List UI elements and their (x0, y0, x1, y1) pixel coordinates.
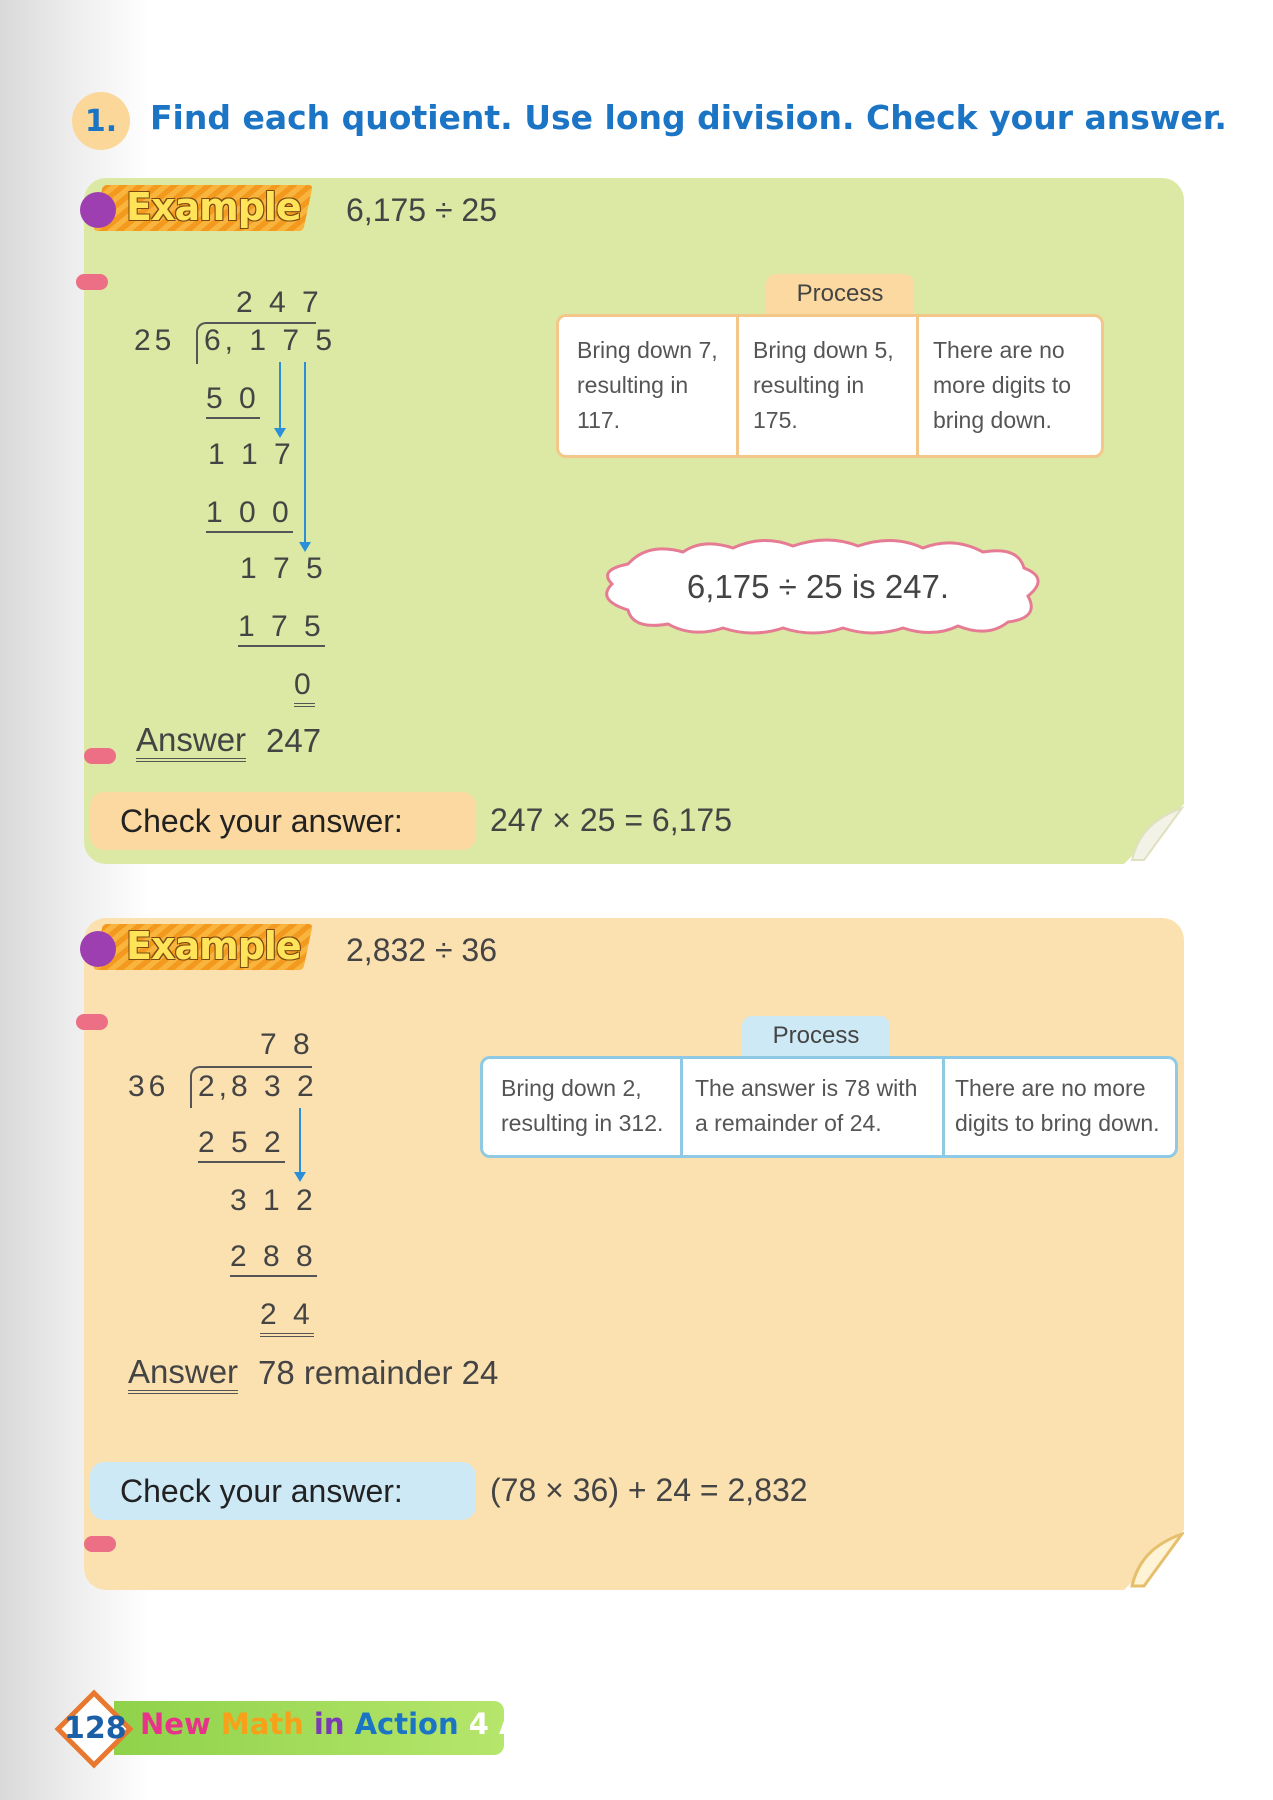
arrow-head-icon (274, 428, 286, 438)
book-title-word: Action (354, 1707, 459, 1741)
arrow-head-icon (294, 1172, 306, 1182)
question-number-badge: 1. (72, 92, 130, 150)
process-tab: Process (742, 1016, 890, 1056)
step-product: 1 0 0 (206, 496, 293, 533)
example-tag-dot (80, 931, 116, 967)
check-label: Check your answer: (90, 792, 476, 850)
book-title-word: Math (220, 1707, 304, 1741)
thought-cloud (588, 534, 1048, 638)
remainder: 0 (294, 668, 315, 707)
step-product: 2 8 8 (230, 1240, 317, 1277)
answer-value: 78 remainder 24 (258, 1354, 499, 1391)
dividend: 6, 1 7 5 (204, 324, 337, 357)
bring-down-arrow (304, 362, 306, 546)
check-equation: (78 × 36) + 24 = 2,832 (490, 1472, 808, 1508)
process-tab: Process (766, 274, 914, 314)
process-table (480, 1056, 1178, 1158)
step-difference: 3 1 2 (230, 1184, 317, 1217)
arrow-head-icon (299, 542, 311, 552)
book-title-word: 4 A (468, 1707, 522, 1741)
bring-down-arrow (279, 362, 281, 432)
step-product: 1 7 5 (238, 610, 325, 647)
step-difference: 1 7 5 (240, 552, 327, 585)
example-1-tag (80, 183, 310, 233)
binder-tab (76, 1014, 108, 1030)
remainder: 2 4 (260, 1298, 314, 1337)
answer-label: Answer (128, 1354, 238, 1394)
example-1-problem: 6,175 ÷ 25 (346, 192, 498, 228)
check-label: Check your answer: (90, 1462, 476, 1520)
answer-value: 247 (266, 722, 322, 759)
process-step-3: There are no more digits to bring down. (933, 337, 1072, 433)
binder-tab (76, 274, 108, 290)
book-title (140, 1707, 521, 1741)
bring-down-arrow (299, 1108, 301, 1176)
book-title-word: New (140, 1707, 211, 1741)
page-number: 128 (64, 1711, 127, 1746)
quotient: 7 8 (260, 1028, 314, 1061)
cloud-text: 6,175 ÷ 25 is 247. (686, 568, 950, 605)
book-title-word: in (313, 1707, 345, 1741)
step-value: 5 0 (206, 382, 260, 419)
divisor: 36 (128, 1070, 170, 1103)
process-step-2: Bring down 5, resulting in 175. (739, 317, 919, 455)
process-step-3: There are no more digits to bring down. (955, 1075, 1160, 1136)
example-tag-label: Example (126, 924, 301, 968)
process-step-1: Bring down 2, resulting in 312. (483, 1059, 683, 1155)
step-product: 2 5 2 (198, 1126, 285, 1163)
divisor: 25 (134, 324, 176, 357)
example-2-tag (80, 922, 310, 972)
example-2-problem: 2,832 ÷ 36 (346, 932, 498, 968)
example-tag-dot (80, 192, 116, 228)
page-fold-icon (1124, 1530, 1184, 1590)
answer-label: Answer (136, 722, 246, 762)
page-footer (54, 1693, 522, 1773)
process-step-1: Bring down 7, resulting in 117. (559, 317, 739, 455)
quotient: 2 4 7 (236, 286, 323, 319)
process-step-2: The answer is 78 with a remainder of 24. (683, 1059, 945, 1155)
binder-tab (84, 1536, 116, 1552)
dividend: 2,8 3 2 (198, 1070, 318, 1103)
process-table (556, 314, 1104, 458)
question-instruction: Find each quotient. Use long division. Check your answer. (150, 98, 1227, 137)
page-fold-icon (1124, 804, 1184, 864)
step-product (206, 382, 260, 416)
check-equation: 247 × 25 = 6,175 (490, 802, 732, 838)
binder-tab (84, 748, 116, 764)
example-tag-label: Example (126, 185, 301, 229)
step-difference: 1 1 7 (208, 438, 295, 471)
